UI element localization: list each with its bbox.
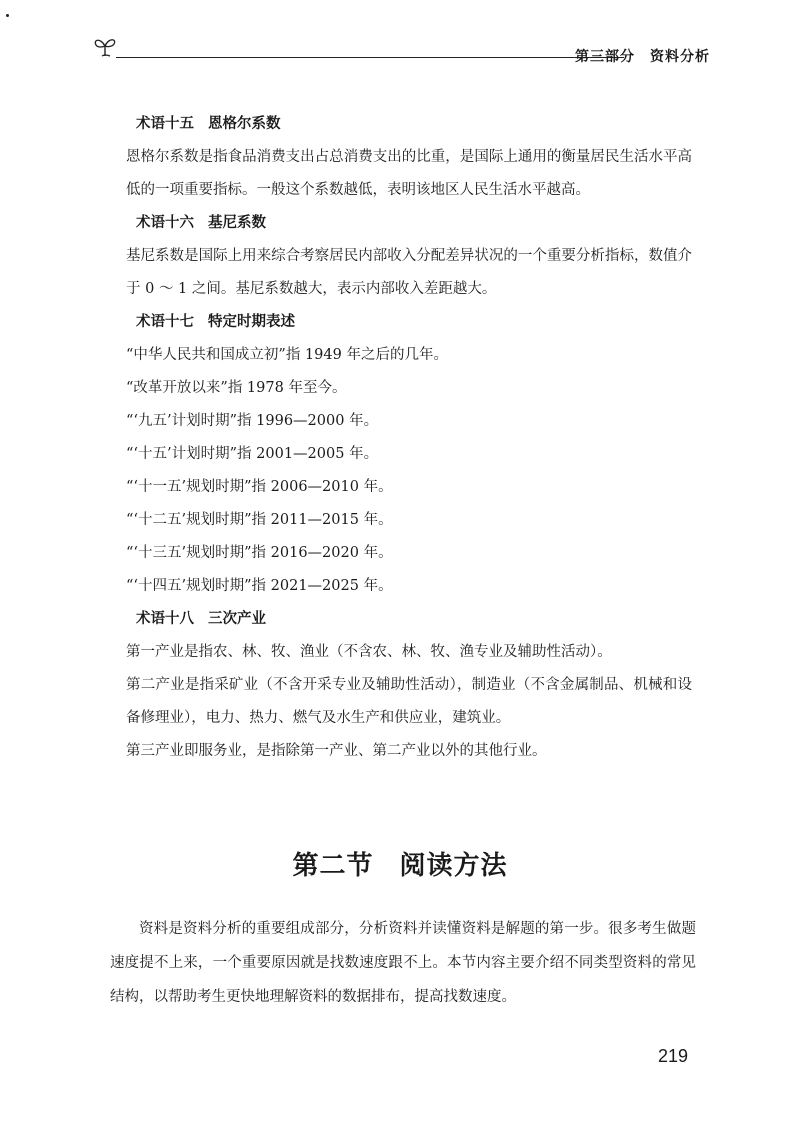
section-heading [0,845,800,882]
scan-dot [6,14,9,17]
header-section-label: 第三部分 资料分析 [575,49,710,65]
period-line: “改革开放以来”指 1978 年至今。 [126,380,347,396]
page-number: 219 [657,1046,688,1066]
period-line: “‘十三五’规划时期”指 2016—2020 年。 [126,545,393,561]
period-line: “‘九五’计划时期”指 1996—2000 年。 [126,413,379,429]
page-body [126,108,692,768]
period-line: “‘十四五’规划时期”指 2021—2025 年。 [126,578,393,594]
term-paragraph: 基尼系数是国际上用来综合考察居民内部收入分配差异状况的一个重要分析指标，数值介于 0 ～ 1 之间。基尼系数越大，表示内部收入差距越大。 [126,248,692,297]
header-rule [116,57,624,58]
term-number: 术语十六 [136,215,194,231]
term-title: 三次产业 [208,611,266,627]
term-paragraph: 第二产业是指采矿业（不含开采专业及辅助性活动），制造业（不含金属制品、机械和设备修理业），电力、热力、燃气及水生产和供应业，建筑业。 [126,677,692,726]
section-number: 第二节 [292,851,374,881]
term-title: 基尼系数 [208,215,266,231]
term-number: 术语十八 [136,611,194,627]
term-paragraph: 第三产业即服务业，是指除第一产业、第二产业以外的其他行业。 [126,743,547,759]
running-header [90,30,710,70]
period-line: “‘十一五’规划时期”指 2006—2010 年。 [126,479,393,495]
term-heading [136,108,692,141]
term-number: 术语十五 [136,116,194,132]
term-title: 特定时期表述 [208,314,295,330]
term-heading [136,207,692,240]
section-title: 阅读方法 [399,851,508,881]
term-paragraph: 第一产业是指农、林、牧、渔业（不含农、林、牧、渔专业及辅助性活动）。 [126,644,612,660]
term-heading [136,306,692,339]
term-number: 术语十七 [136,314,194,330]
period-line: “‘十五’计划时期”指 2001—2005 年。 [126,446,379,462]
term-heading [136,603,692,636]
period-line: “中华人民共和国成立初”指 1949 年之后的几年。 [126,347,448,363]
period-line: “‘十二五’规划时期”指 2011—2015 年。 [126,512,393,528]
term-title: 恩格尔系数 [208,116,281,132]
section-intro-paragraph: 资料是资料分析的重要组成部分，分析资料并读懂资料是解题的第一步。很多考生做题速度提不上来，一个重要原因就是找数速度跟不上。本节内容主要介绍不同类型资料的常见结构，以帮助考生更快地理解资料的数据排布，提高找数速度。 [110,921,696,1005]
term-paragraph: 恩格尔系数是指食品消费支出占总消费支出的比重，是国际上通用的衡量居民生活水平高低的一项重要指标。一般这个系数越低，表明该地区人民生活水平越高。 [126,149,692,198]
sprout-ornament-icon [90,34,120,58]
